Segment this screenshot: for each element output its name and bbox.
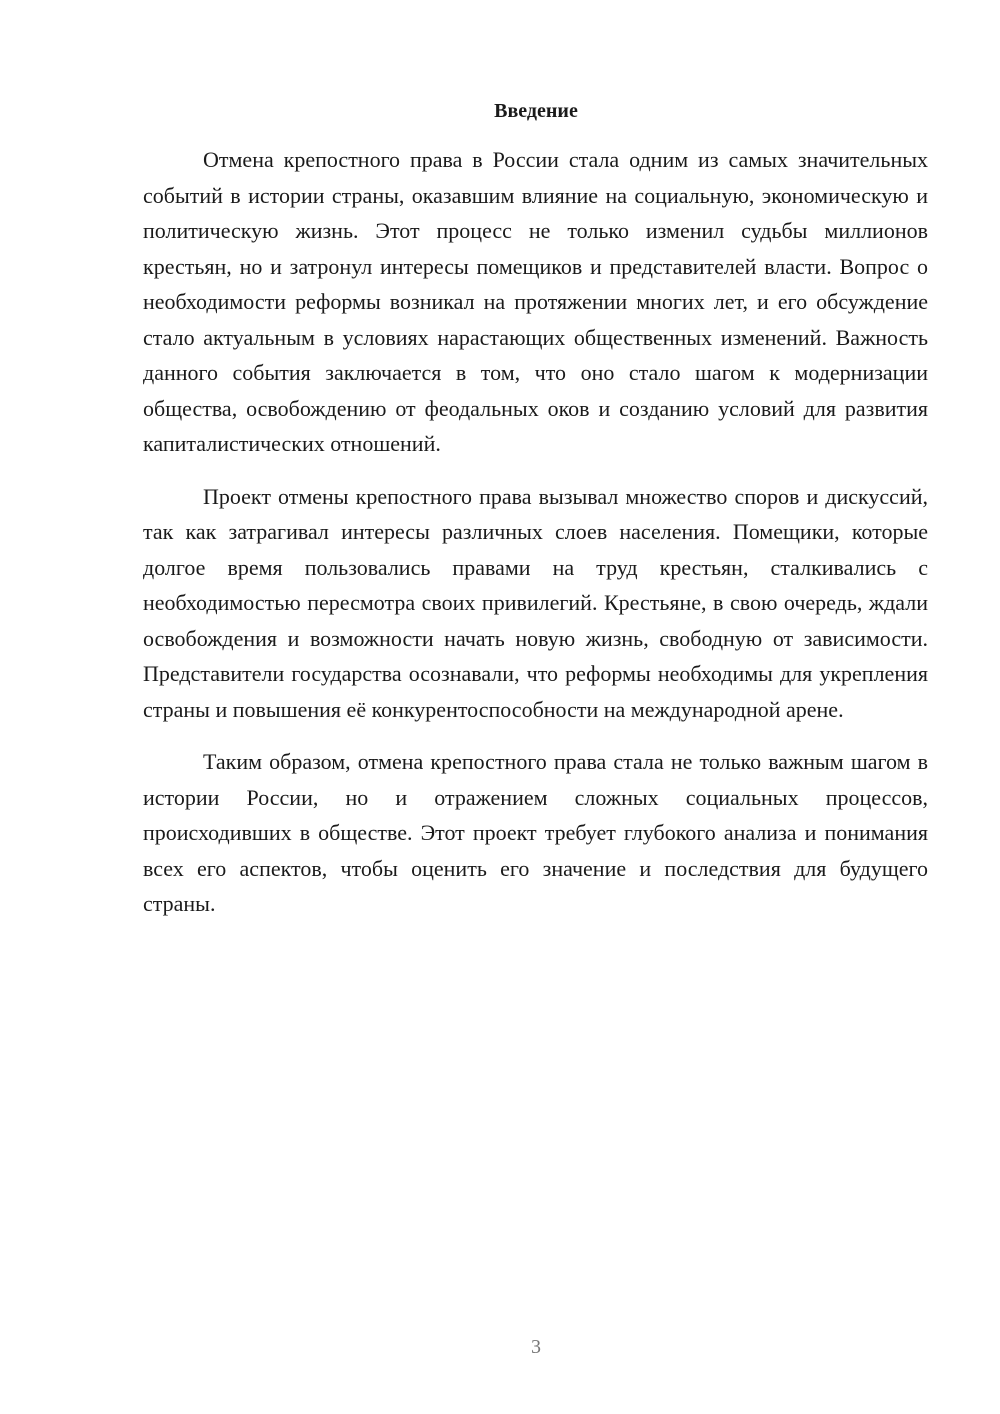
body-text [143,142,928,922]
page-number: 3 [531,1336,541,1358]
paragraph-2: Проект отмены крепостного права вызывал множество споров и дискуссий, так как затрагивал интересы различных слоев населения. Помещики, которые долгое время пользовались правами на труд крестьян, сталкивались с необходимостью пересмотра своих привилегий. Крестьяне, в свою очередь, ждали освобождения и возможности начать новую жизнь, свободную от зависимости. Представители государства осознавали, что реформы необходимы для укрепления страны и повышения её конкурентоспособности на международной арене. [143,483,928,722]
paragraph-3: Таким образом, отмена крепостного права стала не только важным шагом в истории России, но и отражением сложных социальных процессов, происходивших в обществе. Этот проект требует глубокого анализа и понимания всех его аспектов, чтобы оценить его значение и последствия для будущего страны. [143,749,928,916]
page-title: Введение [494,100,578,122]
paragraph-1: Отмена крепостного права в России стала одним из самых значительных событий в истории страны, оказавшим влияние на социальную, экономическую и политическую жизнь. Этот процесс не только изменил судьбы миллионов крестьян, но и затронул интересы помещиков и представителей власти. Вопрос о необходимости реформы возникал на протяжении многих лет, и его обсуждение стало актуальным в условиях нарастающих общественных изменений. Важность данного события заключается в том, что оно стало шагом к модернизации общества, освобождению от феодальных оков и созданию условий для развития капиталистических отношений. [143,147,928,456]
